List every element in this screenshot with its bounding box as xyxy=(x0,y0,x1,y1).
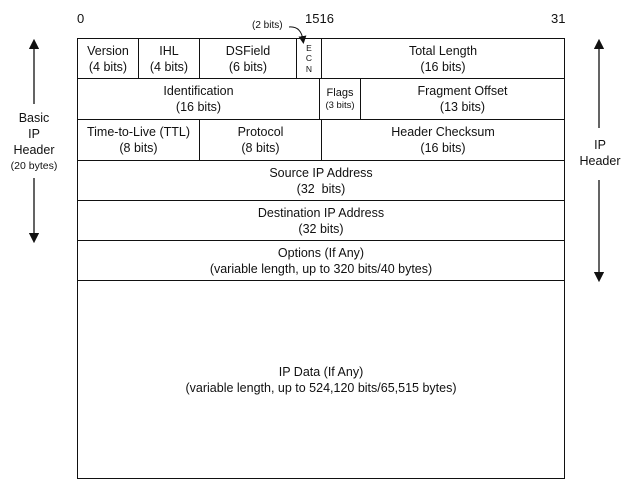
version-field xyxy=(78,39,138,78)
ihl-field xyxy=(139,39,199,78)
ecn-size-note: (2 bits) xyxy=(252,20,283,31)
header-checksum-field xyxy=(322,120,564,160)
protocol-field-name: Protocol xyxy=(237,125,284,139)
bit-marker-15-16: 1516 xyxy=(305,11,334,26)
header-checksum-field-name: Header Checksum xyxy=(391,125,495,139)
total-length-field xyxy=(322,39,564,78)
source-ip-field-name: Source IP Address xyxy=(269,165,373,180)
basic-ip-header-label xyxy=(4,110,64,174)
basic-ip-header-line2: IP xyxy=(28,127,40,141)
total-length-field-size: (16 bits) xyxy=(420,59,466,74)
identification-field-size: (16 bits) xyxy=(175,100,222,114)
ttl-field-size: (8 bits) xyxy=(119,141,158,155)
ttl-field-name: Time-to-Live (TTL) xyxy=(86,125,190,139)
ihl-field-name: IHL xyxy=(159,43,179,58)
ip-data-field-name: IP Data (If Any) xyxy=(278,364,364,379)
header-checksum-field-size: (16 bits) xyxy=(420,141,466,155)
destination-ip-field-size: (32 bits) xyxy=(298,221,344,236)
options-field-name: Options (If Any) xyxy=(277,245,365,260)
flags-field-name: Flags xyxy=(326,87,354,99)
ecn-letter-e: E xyxy=(306,42,312,53)
fragment-offset-field-name: Fragment Offset xyxy=(417,84,508,98)
ip-header-line2: Header xyxy=(579,154,621,168)
total-length-field-name: Total Length xyxy=(408,43,478,58)
ip-data-field xyxy=(78,281,564,478)
version-field-name: Version xyxy=(87,43,129,58)
fragment-offset-field xyxy=(361,79,564,119)
basic-ip-header-size: (20 bytes) xyxy=(10,160,58,172)
destination-ip-field xyxy=(78,201,564,240)
protocol-field-size: (8 bits) xyxy=(241,141,280,155)
flags-field-size: (3 bits) xyxy=(325,100,355,111)
destination-ip-field-name: Destination IP Address xyxy=(257,205,385,220)
ihl-field-size: (4 bits) xyxy=(149,59,189,74)
ecn-letter-c: C xyxy=(305,53,313,64)
bit-marker-0: 0 xyxy=(77,11,85,26)
protocol-field xyxy=(200,120,321,160)
options-field-size: (variable length, up to 320 bits/40 bytes) xyxy=(209,261,433,276)
ip-header-label xyxy=(578,137,622,169)
basic-ip-header-line1: Basic xyxy=(18,111,50,125)
ip-data-field-size: (variable length, up to 524,120 bits/65,515 bytes) xyxy=(185,380,457,395)
identification-field xyxy=(78,79,319,119)
bit-marker-31: 31 xyxy=(551,11,566,26)
ttl-field xyxy=(78,120,199,160)
dsfield-field-name: DSField xyxy=(225,43,271,58)
ip-header-line1: IP xyxy=(594,138,606,152)
identification-field-name: Identification xyxy=(163,84,234,98)
dsfield-field xyxy=(200,39,296,78)
options-field xyxy=(78,241,564,280)
ecn-field xyxy=(297,39,321,78)
version-field-size: (4 bits) xyxy=(88,59,128,74)
flags-field xyxy=(320,79,360,119)
source-ip-field-size: (32 bits) xyxy=(296,181,346,196)
dsfield-field-size: (6 bits) xyxy=(228,59,268,74)
basic-ip-header-line3: Header xyxy=(13,143,55,157)
source-ip-field xyxy=(78,161,564,200)
ecn-letter-n: N xyxy=(305,63,313,74)
fragment-offset-field-size: (13 bits) xyxy=(439,100,486,114)
